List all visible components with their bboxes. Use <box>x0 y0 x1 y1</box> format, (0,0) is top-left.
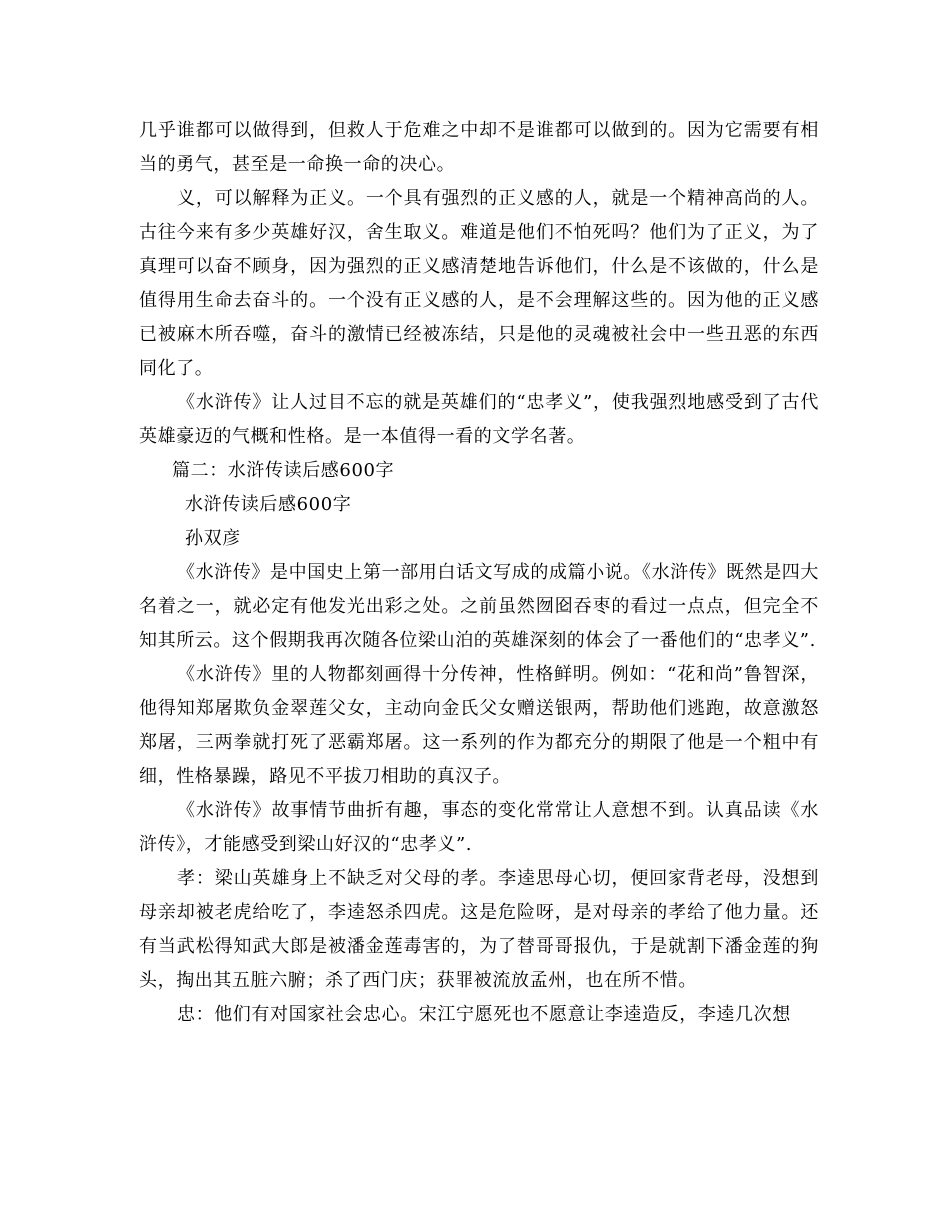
paragraph-righteousness: 义，可以解释为正义。一个具有强烈的正义感的人，就是一个精神高尚的人。古往今来有多少英雄好汉，舍生取义。难道是他们不怕死吗？他们为了正义，为了真理可以奋不顾身，因为强烈的正义感清楚地告诉他们，什么是不该做的，什么是值得用生命去奋斗的。一个没有正义感的人，是不会理解这些的。因为他的正义感已被麻木所吞噬，奋斗的激情已经被冻结，只是他的灵魂被社会中一些丑恶的东西同化了。 <box>139 188 819 379</box>
paragraph-courage-ending: 几乎谁都可以做得到，但救人于危难之中却不是谁都可以做到的。因为它需要有相当的勇气，甚至是一命换一命的决心。 <box>139 120 819 175</box>
paragraph-plot: 《水浒传》故事情节曲折有趣，事态的变化常常让人意想不到。认真品读《水浒传》，才能感受到梁山好汉的“忠孝义”. <box>139 800 819 855</box>
article-title: 水浒传读后感600字 <box>185 494 352 515</box>
document-body <box>139 114 819 1032</box>
paragraph-characters: 《水浒传》里的人物都刻画得十分传神，性格鲜明。例如：“花和尚”鲁智深，他得知郑屠欺负金翠莲父女，主动向金氏父女赠送银两，帮助他们逃跑，故意激怒郑屠，三两拳就打死了恶霸郑屠。这一系列的作为都充分的期限了他是一个粗中有细，性格暴躁，路见不平拔刀相助的真汉子。 <box>139 664 819 787</box>
paragraph-filial-piety: 孝：梁山英雄身上不缺乏对父母的孝。李逵思母心切，便回家背老母，没想到母亲却被老虎给吃了，李逵怒杀四虎。这是危险呀，是对母亲的孝给了他力量。还有当武松得知武大郎是被潘金莲毒害的，为了替哥哥报仇，于是就割下潘金莲的狗头，掏出其五脏六腑；杀了西门庆；获罪被流放孟州，也在所不惜。 <box>139 868 819 991</box>
paragraph-introduction: 《水浒传》是中国史上第一部用白话文写成的成篇小说。《水浒传》既然是四大名着之一，就必定有他发光出彩之处。之前虽然囫囵吞枣的看过一点点，但完全不知其所云。这个假期我再次随各位梁山泊的英雄深刻的体会了一番他们的“忠孝义”. <box>139 562 819 651</box>
paragraph-loyalty: 忠：他们有对国家社会忠心。宋江宁愿死也不愿意让李逵造反，李逵几次想 <box>177 1004 791 1025</box>
section-heading: 篇二：水浒传读后感600字 <box>172 460 395 481</box>
paragraph-conclusion: 《水浒传》让人过目不忘的就是英雄们的“忠孝义”，使我强烈地感受到了古代英雄豪迈的气概和性格。是一本值得一看的文学名著。 <box>139 392 819 447</box>
author-name: 孙双彦 <box>185 528 241 549</box>
